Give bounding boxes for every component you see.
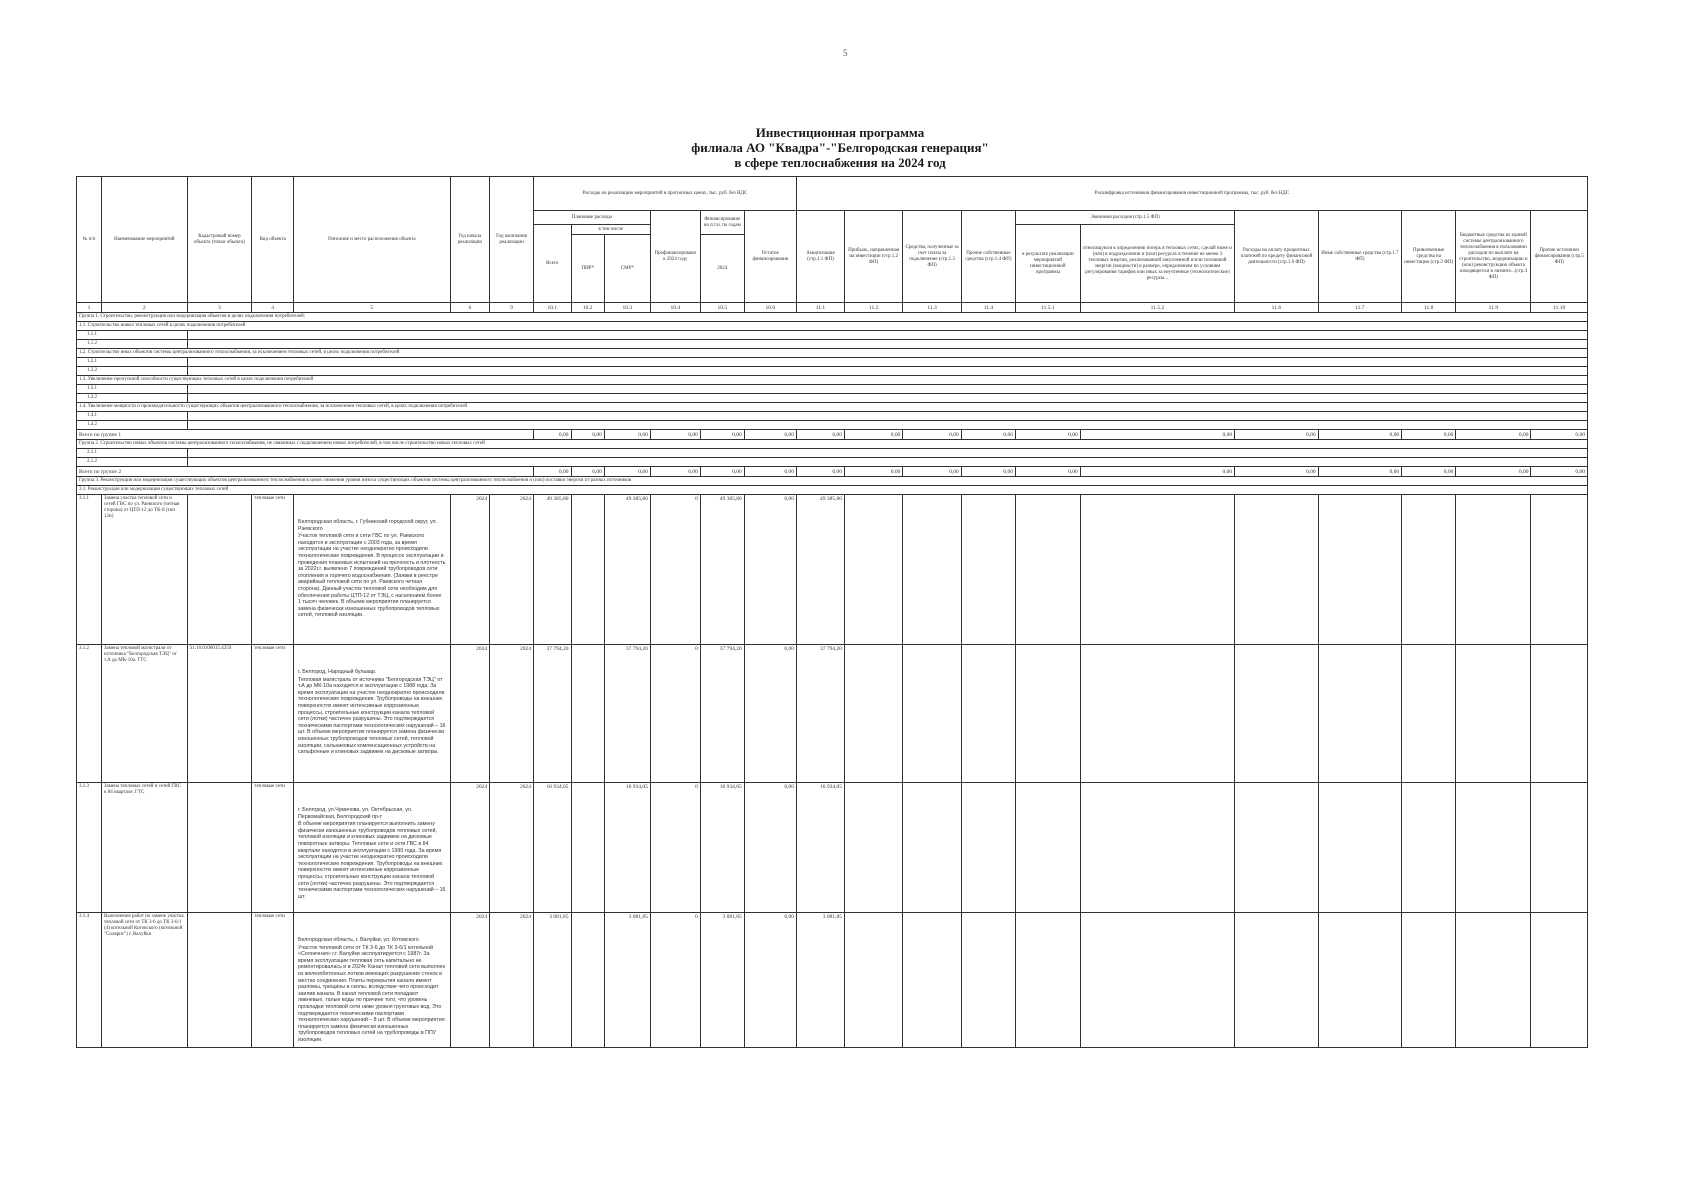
total-value: 0,00 — [1235, 467, 1318, 477]
total-group-2-row — [77, 467, 1588, 477]
header-costs-prev: Профинансировано к 2024 году — [650, 211, 700, 303]
row-label: 1.3.2 — [77, 394, 188, 403]
item-start: 2024 — [450, 645, 490, 783]
item-start: 2024 — [450, 495, 490, 645]
col-number: 9 — [490, 303, 534, 313]
item-num: 3.1.1 — [77, 495, 102, 645]
header-name: Наименование мероприятий — [102, 177, 188, 303]
col-number: 10.2 — [571, 303, 604, 313]
col-number: 11.5.1 — [1016, 303, 1081, 313]
col-number: 1 — [77, 303, 102, 313]
header-costs-incl: в том числе — [571, 225, 650, 235]
table-row — [77, 783, 1588, 913]
col-number: 10.4 — [650, 303, 700, 313]
col-number: 10.5 — [700, 303, 744, 313]
row-label: 1.2.1 — [77, 358, 188, 367]
item-num: 3.1.4 — [77, 913, 102, 1048]
item-amort: 49 385,80 — [796, 495, 844, 645]
total-value: 0,00 — [1456, 430, 1531, 440]
total-value: 0,00 — [796, 430, 844, 440]
table-row — [77, 913, 1588, 1048]
item-start: 2024 — [450, 783, 490, 913]
item-address: г. Белгород, Народный бульвар. — [298, 669, 377, 675]
item-year: 37 794,20 — [700, 645, 744, 783]
header-src-saving2: относящуюся к определению потерь в тепловых сетях, сделай ниже и (или) в подразделении и (или) ресурсах в течение не менее 3 тепловых энергии, реализованной закупленной и/или топливной энергии (мощности) в размере, определенном по условиям регулирования тарифов или иных за неучтенные (технологические) ресурсы... — [1080, 225, 1234, 303]
total-value: 0,00 — [1402, 467, 1456, 477]
col-number: 11.2 — [844, 303, 902, 313]
header-cadastral: Кадастровый номер объекта (точки объекта) — [187, 177, 252, 303]
item-description — [294, 495, 451, 645]
item-pir — [571, 495, 604, 645]
total-value: 0,00 — [1016, 430, 1081, 440]
item-total: 16 934,05 — [533, 783, 571, 913]
item-address: Белгородская область, г. Губкинский городской округ, ул. Раевского — [298, 519, 438, 532]
item-prev: 0 — [650, 645, 700, 783]
total-value: 0,00 — [571, 430, 604, 440]
header-src-borrowed: Привлеченные средства на инвестиции (стр.2 ФП) — [1402, 211, 1456, 303]
group-1-2-heading: 1.2. Строительство иных объектов системы централизованного теплоснабжения, за исключением тепловых сетей, в целях подключения потребителей — [77, 349, 1588, 358]
total-value: 0,00 — [1402, 430, 1456, 440]
total-value: 0,00 — [844, 467, 902, 477]
item-end: 2024 — [490, 495, 534, 645]
total-value: 0,00 — [961, 467, 1015, 477]
total-value: 0,00 — [744, 467, 796, 477]
item-smr: 37 794,20 — [604, 645, 650, 783]
item-total: 49 385,80 — [533, 495, 571, 645]
group-1-4-heading: 1.4. Увеличение мощности и производительности существующих объектов централизованного теплоснабжения, за исключением тепловых сетей, в целях подключения потребителей — [77, 403, 1588, 412]
item-smr: 49 385,80 — [604, 495, 650, 645]
header-sources-group: Расшифровка источников финансирования инвестиционной программы, тыс. руб. без НДС — [796, 177, 1587, 211]
item-end: 2024 — [490, 645, 534, 783]
item-address: Белгородская область, г. Валуйки, ул. Котовского — [298, 937, 419, 943]
item-amort: 3 081,85 — [796, 913, 844, 1048]
item-year: 16 934,05 — [700, 783, 744, 913]
col-number: 11.7 — [1318, 303, 1401, 313]
item-year: 3 081,85 — [700, 913, 744, 1048]
item-remain: 0,00 — [744, 645, 796, 783]
header-src-amort: Амортизация (стр.1.1 ФП) — [796, 211, 844, 303]
group-3-1-heading: 3.1. Реконструкция или модернизация существующих тепловых сетей — [77, 486, 1588, 495]
header-costs-smr: СМР* — [604, 235, 650, 303]
header-costs-total: Плановые расходы — [533, 211, 650, 225]
header-num: № п/п — [77, 177, 102, 303]
item-smr: 3 081,85 — [604, 913, 650, 1048]
row-label: 1.4.1 — [77, 412, 188, 421]
item-cadastral: 31:16:0106015:4359 — [187, 645, 252, 783]
item-name: Замена тепловых сетей и сетей ГВС к 84 квартале. ГТС — [102, 783, 188, 913]
item-description-text: Тепловая магистраль от источника "Белгородская ТЭЦ" от т.А до МК-10а находится в эксплуатации с 1988 года. За время эксплуатации на участке неоднократно происходили технологические повреждения. Трубопроводы на внешних поверхностях имеют интенсивные коррозионные процессы, строительные конструкции канала тепловой сети (лотки) частично разрушены. Это подтверждается техническими паспортами технологических нарушений – 16 шт. В объеме мероприятия планируется замена физически изношенных трубопроводов тепловых сетей, тепловой изоляции, сальниковых компенсационных устройств на сильфонные и клиновых задвижек на дисковые затворы. — [298, 676, 446, 756]
total-value: 0,00 — [571, 467, 604, 477]
header-src-connect: Средства, полученные за счет платы за подключение (стр.1.3 ФП) — [903, 211, 961, 303]
total-value: 0,00 — [604, 430, 650, 440]
header-costs-remain: Остаток финансирования — [744, 211, 796, 303]
total-value: 0,00 — [903, 467, 961, 477]
col-number: 5 — [294, 303, 451, 313]
total-value: 0,00 — [1318, 430, 1401, 440]
item-description — [294, 913, 451, 1048]
group-1-3-heading: 1.3. Увеличение пропускной способности существующих тепловых сетей в целях подключения потребителей — [77, 376, 1588, 385]
column-number-row — [77, 303, 1588, 313]
title-line-1: Инвестиционная программа — [755, 125, 925, 140]
col-number: 4 — [252, 303, 294, 313]
total-value: 0,00 — [1456, 467, 1531, 477]
header-src-profit: Прибыль, направленная на инвестиции (стр.1.2 ФП) — [844, 211, 902, 303]
row-label: 1.4.2 — [77, 421, 188, 430]
item-description — [294, 783, 451, 913]
row-label: 2.1.1 — [77, 449, 188, 458]
item-total: 3 081,85 — [533, 913, 571, 1048]
item-pir — [571, 783, 604, 913]
page-number: 5 — [843, 48, 848, 58]
item-type: тепловые сети — [252, 783, 294, 913]
header-src-saving1: в результате реализации мероприятий инвестиционной программы — [1016, 225, 1081, 303]
item-start: 2024 — [450, 913, 490, 1048]
total-value: 0,00 — [1531, 430, 1588, 440]
header-costs-all: Всего — [533, 225, 571, 303]
col-number: 11.9 — [1456, 303, 1531, 313]
total-value: 0,00 — [700, 467, 744, 477]
item-description — [294, 645, 451, 783]
item-type: тепловые сети — [252, 645, 294, 783]
header-end: Год окончания реализации — [490, 177, 534, 303]
item-num: 3.1.3 — [77, 783, 102, 913]
group-1-heading: Группа 1. Строительство, реконструкция или модернизация объектов в целях подключения потребителей: — [77, 313, 1588, 322]
row-label: 1.1.2 — [77, 340, 188, 349]
header-src-own: Прочие собственные средства (стр.1.4 ФП) — [961, 211, 1015, 303]
total-value: 0,00 — [1235, 430, 1318, 440]
document-title — [520, 125, 1160, 170]
title-line-3: в сфере теплоснабжения на 2024 год — [734, 155, 946, 170]
group-2-heading: Группа 2. Строительство новых объектов системы централизованного теплоснабжения, не связанных с подключением новых потребителей, в том числе строительство новых тепловых сетей — [77, 440, 1588, 449]
col-number: 10.6 — [744, 303, 796, 313]
col-number: 11.8 — [1402, 303, 1456, 313]
total-value: 0,00 — [844, 430, 902, 440]
item-prev: 0 — [650, 495, 700, 645]
item-name: Выполнение работ по замене участка тепловой сети от ТК 3-6 до ТК 3-6/1 (4) котельной Котовского (котельной "Солярис") г. Валуйки — [102, 913, 188, 1048]
item-remain: 0,00 — [744, 783, 796, 913]
col-number: 11.1 — [796, 303, 844, 313]
col-number: 11.4 — [961, 303, 1015, 313]
total-group-1-row — [77, 430, 1588, 440]
header-start: Год начала реализации — [450, 177, 490, 303]
item-cadastral — [187, 783, 252, 913]
item-prev: 0 — [650, 913, 700, 1048]
col-number: 6 — [450, 303, 490, 313]
item-pir — [571, 913, 604, 1048]
total-value: 0,00 — [604, 467, 650, 477]
total-value: 0,00 — [903, 430, 961, 440]
total-value: 0,00 — [650, 467, 700, 477]
item-num: 3.1.2 — [77, 645, 102, 783]
header-src-loans: Расходы на оплату процентных платежей по кредиту финансовой деятельности (стр.1.6 ФП) — [1235, 211, 1318, 303]
item-prev: 0 — [650, 783, 700, 913]
item-end: 2024 — [490, 913, 534, 1048]
item-total: 37 794,20 — [533, 645, 571, 783]
group-1-1-heading: 1.1. Строительство новых тепловых сетей в целях подключения потребителей — [77, 322, 1588, 331]
total-value: 0,00 — [1080, 430, 1234, 440]
total-value: 0,00 — [700, 430, 744, 440]
header-type: Вид объекта — [252, 177, 294, 303]
col-number: 11.10 — [1531, 303, 1588, 313]
item-pir — [571, 645, 604, 783]
item-cadastral — [187, 913, 252, 1048]
item-remain: 0,00 — [744, 495, 796, 645]
row-label: 1.1.1 — [77, 331, 188, 340]
item-description-text: Участок тепловой сети от ТК 3-6 до ТК 3-6/1 котельной «Солнечная» г.г. Валуйки эксплуатируется с 1987г. За время эксплуатации тепловая сеть капитально не ремонтировалась и в 2024г. Канал тепловой сети выполнен из железобетонных лотков имеющих разрушение стенок в местах соединения. Плиты перекрытия канала имеют разломы, трещины и сколы, вследствие чего происходит заилив канала. В канал тепловой сети попадают ливневые, талые воды по причине того, что уровень прокладки тепловой сети ниже уровня грунтовых вод. Это подтверждается техническими паспортами технологических нарушений – 8 шт. В объеме мероприятия планируется замена физически изношенных трубопроводов тепловых сетей на трубопроводы в ППУ изоляции. — [298, 944, 446, 1043]
item-name: Замена тепловой магистрали от источника "Белгородская ТЭЦ" от т.А до МК-10а. ГТС — [102, 645, 188, 783]
item-cadastral — [187, 495, 252, 645]
header-costs-group: Расходы на реализацию мероприятий в прогнозных ценах, тыс. руб. без НДС — [533, 177, 796, 211]
total-value: 0,00 — [1080, 467, 1234, 477]
total-label: Всего по группе 2 — [77, 467, 534, 477]
item-name: Замена участка тепловой сети и сетей ГВС по ул. Раевского (четная сторона) от ЦТП-12 до ТК-8 (тип 12и) — [102, 495, 188, 645]
col-number: 11.5.2 — [1080, 303, 1234, 313]
col-number: 10.3 — [604, 303, 650, 313]
col-number: 11.3 — [903, 303, 961, 313]
col-number: 3 — [187, 303, 252, 313]
investment-table — [76, 176, 1588, 1048]
header-costs-pir: ПИР* — [571, 235, 604, 303]
header-description: Описание и место расположения объекта — [294, 177, 451, 303]
table-row — [77, 645, 1588, 783]
item-type: тепловые сети — [252, 913, 294, 1048]
item-smr: 16 934,05 — [604, 783, 650, 913]
total-value: 0,00 — [1016, 467, 1081, 477]
total-value: 0,00 — [961, 430, 1015, 440]
header-src-saving: Экономия расходов (стр.1.5 ФП) — [1016, 211, 1235, 225]
item-remain: 0,00 — [744, 913, 796, 1048]
item-type: тепловые сети — [252, 495, 294, 645]
item-end: 2024 — [490, 783, 534, 913]
table-row — [77, 495, 1588, 645]
total-value: 0,00 — [744, 430, 796, 440]
row-label: 1.3.1 — [77, 385, 188, 394]
row-label: 1.2.2 — [77, 367, 188, 376]
item-year: 49 385,80 — [700, 495, 744, 645]
total-value: 0,00 — [533, 430, 571, 440]
total-value: 0,00 — [533, 467, 571, 477]
total-value: 0,00 — [1318, 467, 1401, 477]
total-value: 0,00 — [650, 430, 700, 440]
item-amort: 37 794,20 — [796, 645, 844, 783]
header-src-other-own: Иные собственные средства (стр.1.7 ФП) — [1318, 211, 1401, 303]
total-label: Всего по группе 1 — [77, 430, 534, 440]
item-description-text: Участок тепловой сети и сети ГВС по ул. Раевского находится в эксплуатации с 2003 года, за время эксплуатации на участке неоднократно происходили технологические повреждения. В процессе эксплуатации и проведения плановых испытаний на прочность и плотность за 2022г.г. выявлено 7 повреждений трубопроводов сети отопления и горячего водоснабжения. (Заявки в реестре аварийный тепловой сети по ул. Раевского четная сторона). Данный участок тепловой сети необходим для обеспечения работы ЦТП-12 от ТЭЦ, с населением более 1 тысяч человек. В объеме мероприятия планируется замена физически изношенных трубопроводов тепловых сетей, тепловой изоляции. — [298, 533, 446, 619]
total-value: 0,00 — [796, 467, 844, 477]
header-costs-fin: Финансирование на п.т.н. по годам — [700, 211, 744, 235]
title-line-2: филиала АО "Квадра"-"Белгородская генерация" — [691, 140, 989, 155]
item-amort: 16 934,05 — [796, 783, 844, 913]
item-address: г. Белгород, ул.Чумичова, ул. Октябрьская, ул. Первомайская, Белгородский пр-т — [298, 807, 413, 820]
col-number: 2 — [102, 303, 188, 313]
group-3-heading: Группа 3. Реконструкция или модернизация существующих объектов централизованного теплоснабжения в целях снижения уровня износа существующих объектов системы централизованного теплоснабжения и (или) поставки энергии от разных источников — [77, 477, 1588, 486]
col-number: 10.1 — [533, 303, 571, 313]
header-costs-year: 2024 — [700, 235, 744, 303]
header-src-budget: Бюджетные средства из единой системы централизованного теплоснабжения в пользовании расходов по выплате на строительство, модернизацию и (или) реконструкцию объекта находящегося в лизинге...(стр.4 ФП) — [1456, 211, 1531, 303]
header-src-other: Прочие источники финансирования (стр.5 ФП) — [1531, 211, 1588, 303]
item-description-text: В объеме мероприятия планируется выполнить замену физически изношенных трубопроводов тепловых сетей, тепловой изоляции и клиновых задвижек на дисковые поворотные затворы. Тепловые сети и сети ГВС в 84 квартале находятся в эксплуатации с 1990 года. За время эксплуатации на участке неоднократно происходили технологические повреждения. Трубопроводы на внешних поверхностях имеют интенсивные коррозионные процессы, строительные конструкции канала тепловой сети (лотки) частично разрушены. Это подтверждается техническими паспортами технологических нарушений – 16 шт. — [298, 821, 446, 900]
total-value: 0,00 — [1531, 467, 1588, 477]
col-number: 11.6 — [1235, 303, 1318, 313]
row-label: 2.1.2 — [77, 458, 188, 467]
